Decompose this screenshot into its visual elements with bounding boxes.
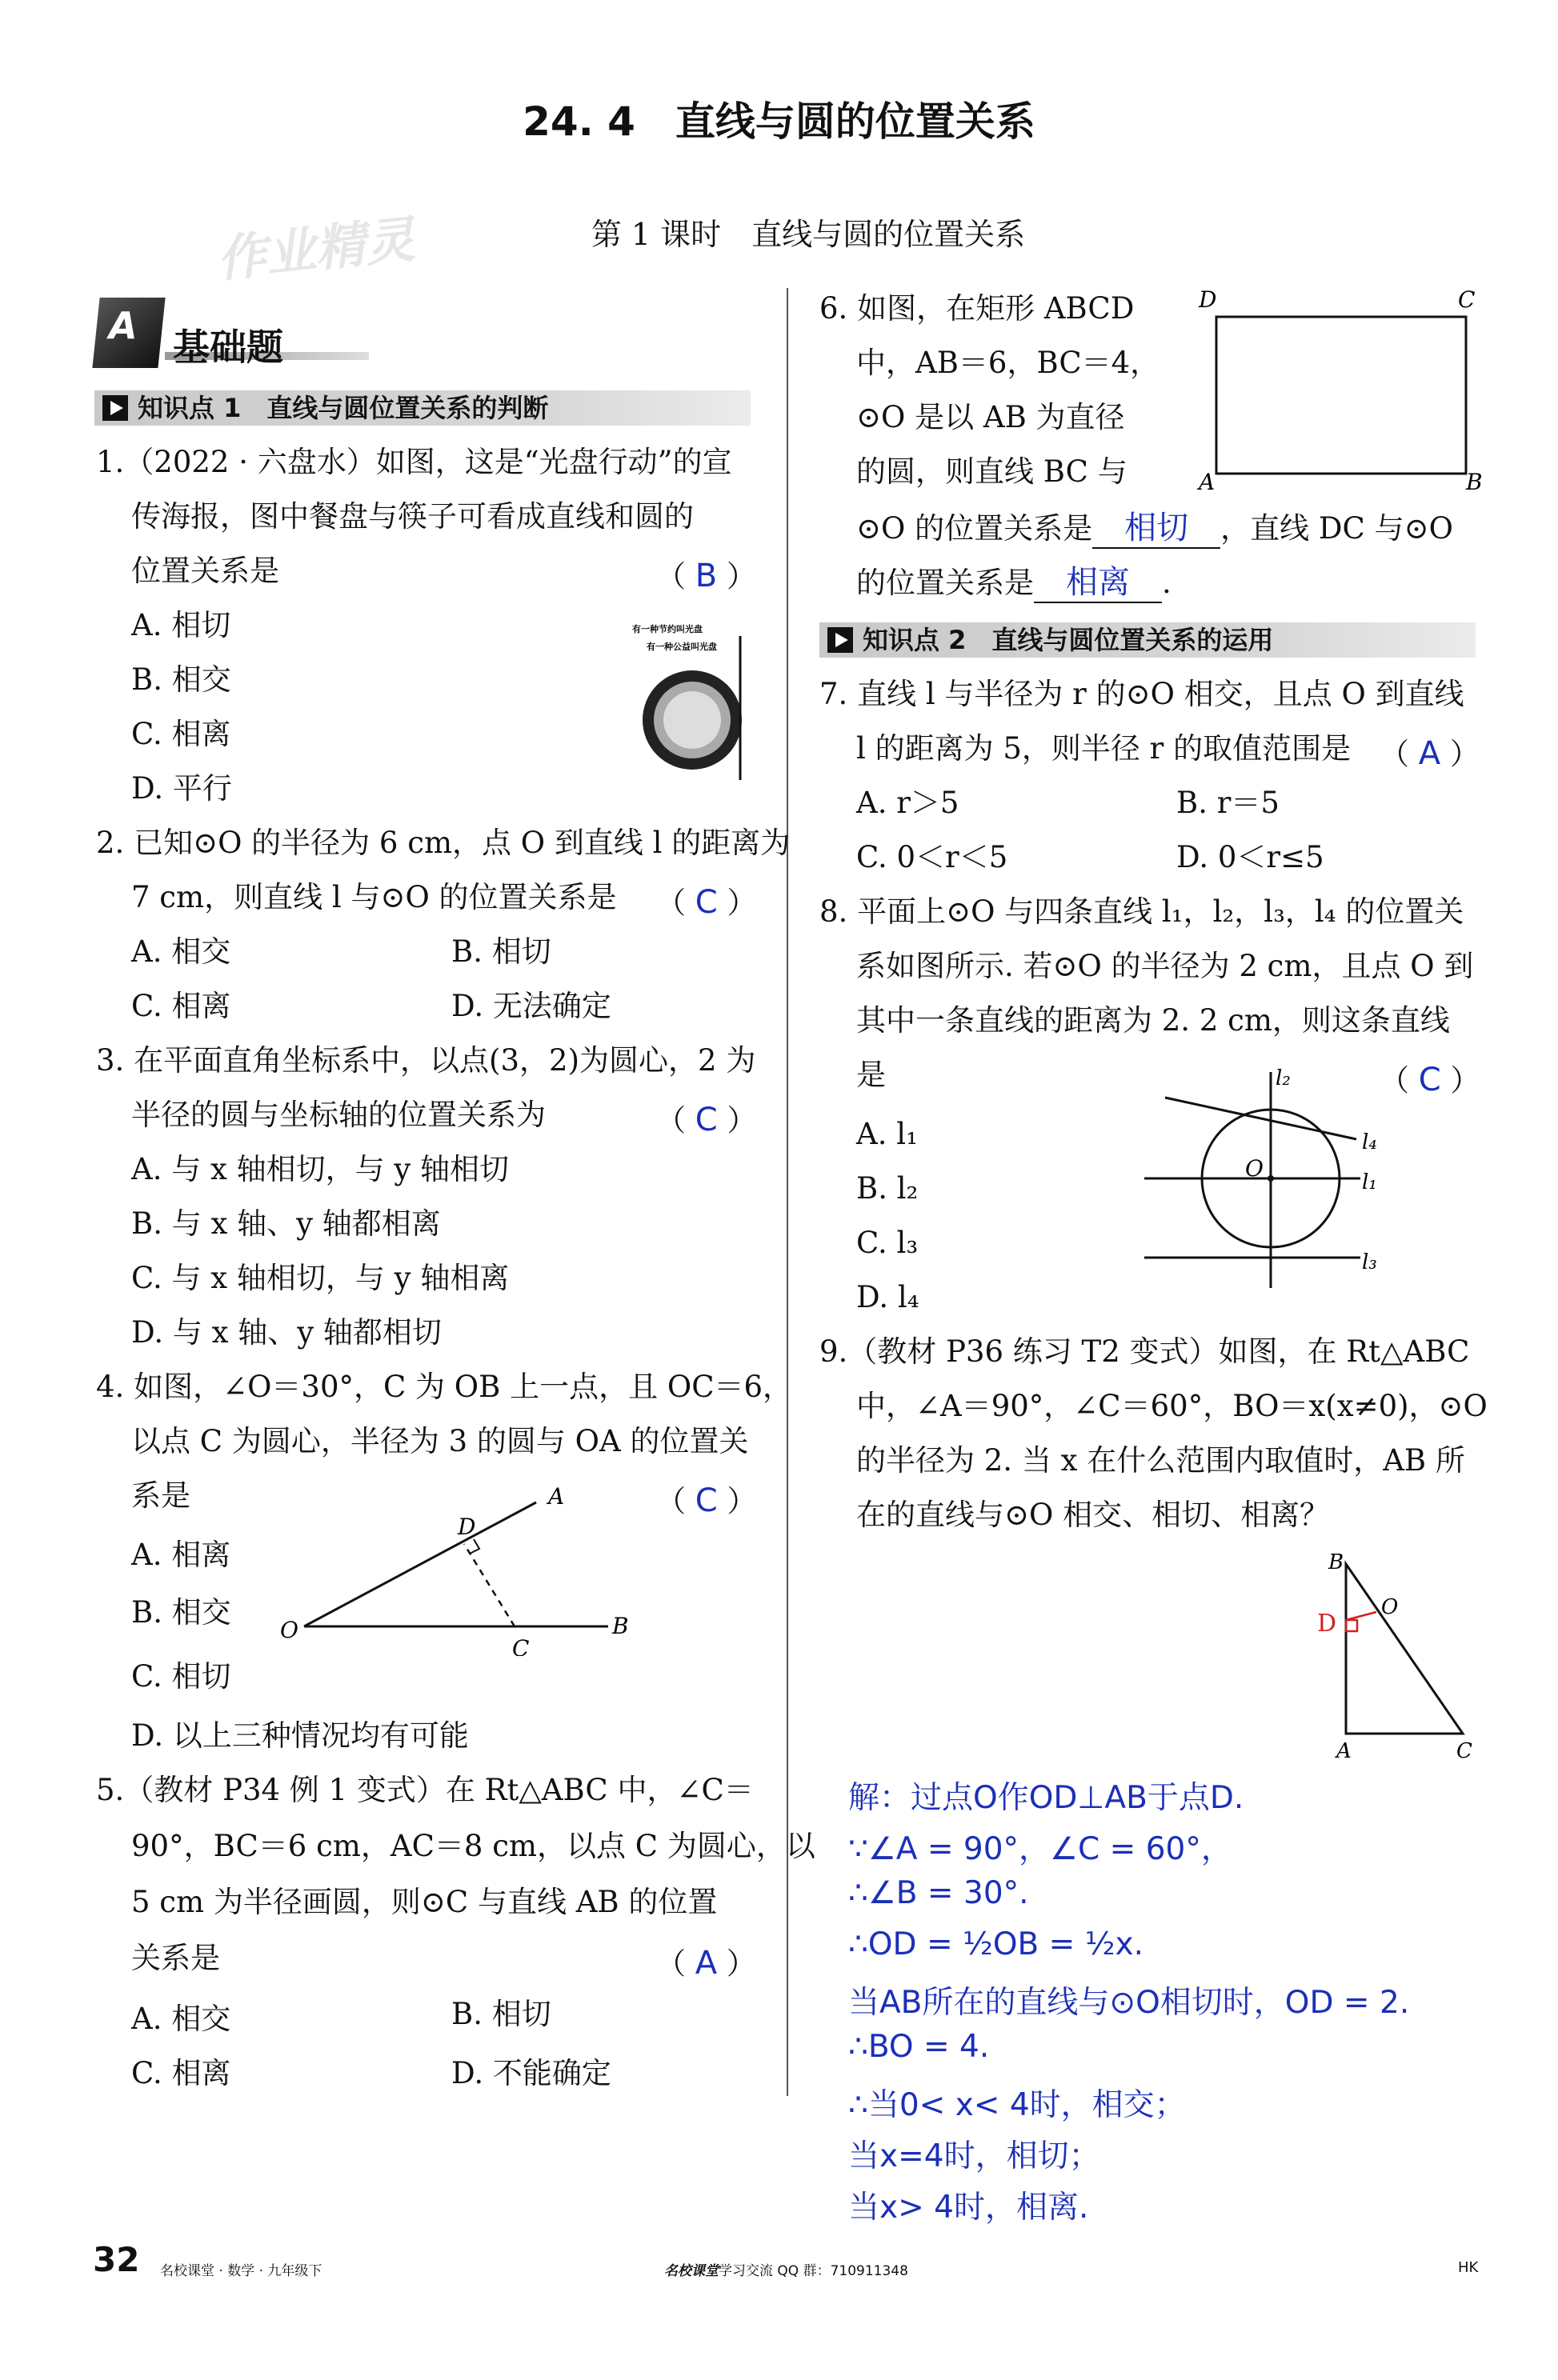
line-l4 <box>1165 1098 1356 1139</box>
q2-option-b: B. 相切 <box>451 934 551 969</box>
q9-solution-2: ∵∠A = 90°，∠C = 60°， <box>848 1831 1232 1867</box>
q4-line-3: 系是 <box>131 1478 190 1513</box>
segment-cd-dashed <box>464 1544 515 1626</box>
q1-line-2: 传海报，图中餐盘与筷子可看成直线和圆的 <box>131 499 694 534</box>
label-b: B <box>612 1613 629 1639</box>
q8-option-a: A. l₁ <box>856 1117 918 1151</box>
q9-line-4: 在的直线与⊙O 相交、相切、相离？ <box>856 1498 1330 1532</box>
q9-solution-4: ∴OD = ½OB = ½x. <box>848 1926 1144 1962</box>
q1-option-b: B. 相交 <box>131 662 231 697</box>
q9-solution-9: 当x> 4时，相离. <box>848 2190 1089 2226</box>
triangle-icon <box>827 627 853 653</box>
q5-line-2: 90°，BC＝6 cm，AC＝8 cm，以点 C 为圆心，以 <box>131 1829 815 1863</box>
label-l4: l₄ <box>1362 1130 1377 1154</box>
q7-line-1: 7. 直线 l 与半径为 r 的⊙O 相交，且点 O 到直线 <box>819 677 1464 711</box>
label-b: B <box>1466 469 1483 495</box>
section-a-label: 基础题 <box>173 326 283 369</box>
label-d: D <box>1199 288 1217 313</box>
q4-option-c: C. 相切 <box>131 1659 231 1694</box>
q3-option-c: C. 与 x 轴相切，与 y 轴相离 <box>131 1261 510 1295</box>
q9-solution-1: 解：过点O作OD⊥AB于点D. <box>848 1780 1244 1816</box>
segment-oa <box>304 1502 536 1626</box>
column-divider <box>787 288 788 2096</box>
q6-blank-2[interactable] <box>1034 563 1162 603</box>
q3-line-1: 3. 在平面直角坐标系中，以点(3，2)为圆心，2 为 <box>96 1043 756 1078</box>
footer-brand-logo: 名校课堂 <box>664 2263 719 2279</box>
q6-line-1: 6. 如图，在矩形 ABCD <box>819 291 1135 326</box>
footer-book: 名校课堂 · 数学 · 九年级下 <box>160 2263 322 2279</box>
q5-line-4: 关系是 <box>131 1941 220 1975</box>
label-o: O <box>1381 1595 1399 1619</box>
q6-blank-1[interactable] <box>1092 509 1220 549</box>
rectangle-abcd <box>1216 317 1466 474</box>
label-c: C <box>1458 288 1476 313</box>
q2-option-d: D. 无法确定 <box>451 989 611 1023</box>
q4-option-a: A. 相离 <box>131 1538 231 1572</box>
q7-answer: A <box>1418 735 1441 772</box>
label-c: C <box>1456 1739 1472 1763</box>
q9-figure <box>1312 1548 1504 1764</box>
q2-line-1: 2. 已知⊙O 的半径为 6 cm，点 O 到直线 l 的距离为 <box>96 826 791 860</box>
q5-option-c: C. 相离 <box>131 2056 231 2090</box>
q1-line-1: 1.（2022 · 六盘水）如图，这是“光盘行动”的宣 <box>96 445 732 479</box>
q8-answer: C <box>1418 1062 1441 1098</box>
q3-option-d: D. 与 x 轴、y 轴都相切 <box>131 1315 442 1350</box>
q6-line-6-post: . <box>1162 566 1172 600</box>
label-l3: l₃ <box>1362 1250 1377 1274</box>
poster-text-2: 有一种公益叫光盘 <box>647 642 717 652</box>
label-l2: l₂ <box>1276 1066 1291 1090</box>
q6-line-4: 的圆，则直线 BC 与 <box>856 454 1127 489</box>
q6-line-5 <box>856 509 1453 549</box>
q7-option-b: B. r＝5 <box>1176 786 1280 820</box>
q6-blank-2-answer: 相离 <box>1066 564 1130 601</box>
q7-option-c: C. 0＜r＜5 <box>856 840 1008 874</box>
label-a: A <box>1336 1739 1352 1763</box>
q5-option-a: A. 相交 <box>131 2002 231 2036</box>
q6-line-2: 中，AB＝6，BC＝4， <box>856 346 1160 380</box>
q5-line-1: 5.（教材 P34 例 1 变式）在 Rt△ABC 中，∠C＝ <box>96 1773 754 1807</box>
q6-line-6 <box>856 563 1172 603</box>
q8-option-c: C. l₃ <box>856 1226 919 1260</box>
knowledge-point-2: 知识点 2 直线与圆位置关系的运用 <box>819 622 1476 658</box>
section-a-letter: A <box>109 304 138 347</box>
section-title: 24. 4 直线与圆的位置关系 <box>523 98 1035 145</box>
label-l1: l₁ <box>1362 1170 1377 1194</box>
q7-line-2: l 的距离为 5，则半径 r 的取值范围是 <box>856 731 1352 766</box>
q3-option-b: B. 与 x 轴、y 轴都相离 <box>131 1206 441 1241</box>
poster-text-1: 有一种节约叫光盘 <box>632 624 703 634</box>
q7-option-a: A. r＞5 <box>856 786 959 820</box>
label-o: O <box>1245 1155 1264 1182</box>
q6-line-5-post: ，直线 DC 与⊙O <box>1220 511 1453 546</box>
q1-option-a: A. 相切 <box>131 608 231 642</box>
q8-option-d: D. l₄ <box>856 1280 919 1314</box>
q3-option-a: A. 与 x 轴相切，与 y 轴相切 <box>131 1152 510 1186</box>
right-angle-mark-d <box>1346 1620 1357 1631</box>
label-a: A <box>1199 469 1216 495</box>
q1-answer-bracket: （ B ） <box>656 558 756 594</box>
q2-answer: C <box>695 884 718 921</box>
knowledge-point-1: 知识点 1 直线与圆位置关系的判断 <box>94 390 751 426</box>
label-d: D <box>1317 1610 1337 1638</box>
footer-edition: HK <box>1458 2259 1479 2276</box>
label-a: A <box>548 1483 565 1510</box>
label-b: B <box>1328 1550 1344 1574</box>
triangle-abc <box>1346 1564 1463 1734</box>
q2-line-2: 7 cm，则直线 l 与⊙O 的位置关系是 <box>131 880 617 914</box>
q2-option-c: C. 相离 <box>131 989 231 1023</box>
q4-option-b: B. 相交 <box>131 1595 231 1630</box>
lesson-title: 第 1 课时 直线与圆的位置关系 <box>591 217 1026 252</box>
q4-answer-bracket: （ C ） <box>656 1482 757 1519</box>
q4-answer: C <box>695 1482 718 1519</box>
q8-option-b: B. l₂ <box>856 1171 919 1206</box>
q6-line-3: ⊙O 是以 AB 为直径 <box>856 400 1125 434</box>
q7-option-d: D. 0＜r≤5 <box>1176 840 1324 874</box>
q6-blank-1-answer: 相切 <box>1124 510 1189 546</box>
q8-line-2: 系如图所示. 若⊙O 的半径为 2 cm，且点 O 到 <box>856 949 1474 983</box>
label-o: O <box>280 1617 298 1643</box>
triangle-icon <box>102 395 128 421</box>
plate-inner <box>663 691 721 749</box>
q9-line-2: 中，∠A＝90°，∠C＝60°，BO＝x(x≠0)，⊙O <box>856 1389 1488 1423</box>
q3-line-2: 半径的圆与坐标轴的位置关系为 <box>131 1098 546 1132</box>
q9-solution-6: ∴BO = 4. <box>848 2029 990 2065</box>
label-c: C <box>512 1635 530 1656</box>
label-d: D <box>458 1514 476 1540</box>
q8-line-3: 其中一条直线的距离为 2. 2 cm，则这条直线 <box>856 1003 1450 1038</box>
q4-figure <box>272 1480 640 1656</box>
q5-option-b: B. 相切 <box>451 1997 551 2031</box>
watermark: 作业精灵 <box>214 210 418 289</box>
q1-option-c: C. 相离 <box>131 717 231 751</box>
q1-option-d: D. 平行 <box>131 771 232 806</box>
q1-poster-figure <box>624 608 768 784</box>
q8-line-1: 8. 平面上⊙O 与四条直线 l₁，l₂，l₃，l₄ 的位置关 <box>819 894 1464 929</box>
q9-line-1: 9.（教材 P36 练习 T2 变式）如图，在 Rt△ABC <box>819 1334 1470 1369</box>
q9-solution-8: 当x=4时，相切； <box>848 2138 1100 2174</box>
q9-line-3: 的半径为 2. 当 x 在什么范围内取值时，AB 所 <box>856 1443 1465 1478</box>
q9-solution-7: ∴当0< x< 4时，相交； <box>848 2087 1186 2123</box>
q1-answer: B <box>695 558 718 594</box>
q3-answer: C <box>695 1102 718 1138</box>
footer-qq-text: 学习交流 QQ 群：710911348 <box>719 2263 908 2279</box>
page-number: 32 <box>93 2240 140 2279</box>
q6-figure <box>1192 288 1496 496</box>
q5-answer-bracket: （ A ） <box>656 1945 756 1982</box>
q2-option-a: A. 相交 <box>131 934 231 969</box>
q9-solution-3: ∴∠B = 30°. <box>848 1875 1029 1911</box>
q6-line-6-pre: 的位置关系是 <box>856 566 1034 600</box>
q4-line-1: 4. 如图，∠O＝30°，C 为 OB 上一点，且 OC＝6， <box>96 1370 793 1404</box>
q5-option-d: D. 不能确定 <box>451 2056 611 2090</box>
q1-line-3: 位置关系是 <box>131 554 279 588</box>
q4-line-2: 以点 C 为圆心，半径为 3 的圆与 OA 的位置关 <box>131 1424 749 1458</box>
q8-answer-bracket: （ C ） <box>1380 1062 1480 1098</box>
footer-qq <box>664 2259 908 2279</box>
q3-answer-bracket: （ C ） <box>656 1102 757 1138</box>
segment-od <box>1346 1612 1376 1620</box>
q6-line-5-pre: ⊙O 的位置关系是 <box>856 511 1093 546</box>
q2-answer-bracket: （ C ） <box>656 884 757 921</box>
q8-figure <box>1136 1056 1408 1296</box>
q5-line-3: 5 cm 为半径画圆，则⊙C 与直线 AB 的位置 <box>131 1885 718 1919</box>
q7-answer-bracket: （ A ） <box>1380 735 1480 772</box>
q8-line-4: 是 <box>856 1058 886 1092</box>
q4-option-d: D. 以上三种情况均有可能 <box>131 1718 469 1753</box>
q9-solution-5: 当AB所在的直线与⊙O相切时，OD = 2. <box>848 1985 1410 2021</box>
right-angle-mark <box>470 1539 479 1554</box>
q5-answer: A <box>695 1945 718 1982</box>
